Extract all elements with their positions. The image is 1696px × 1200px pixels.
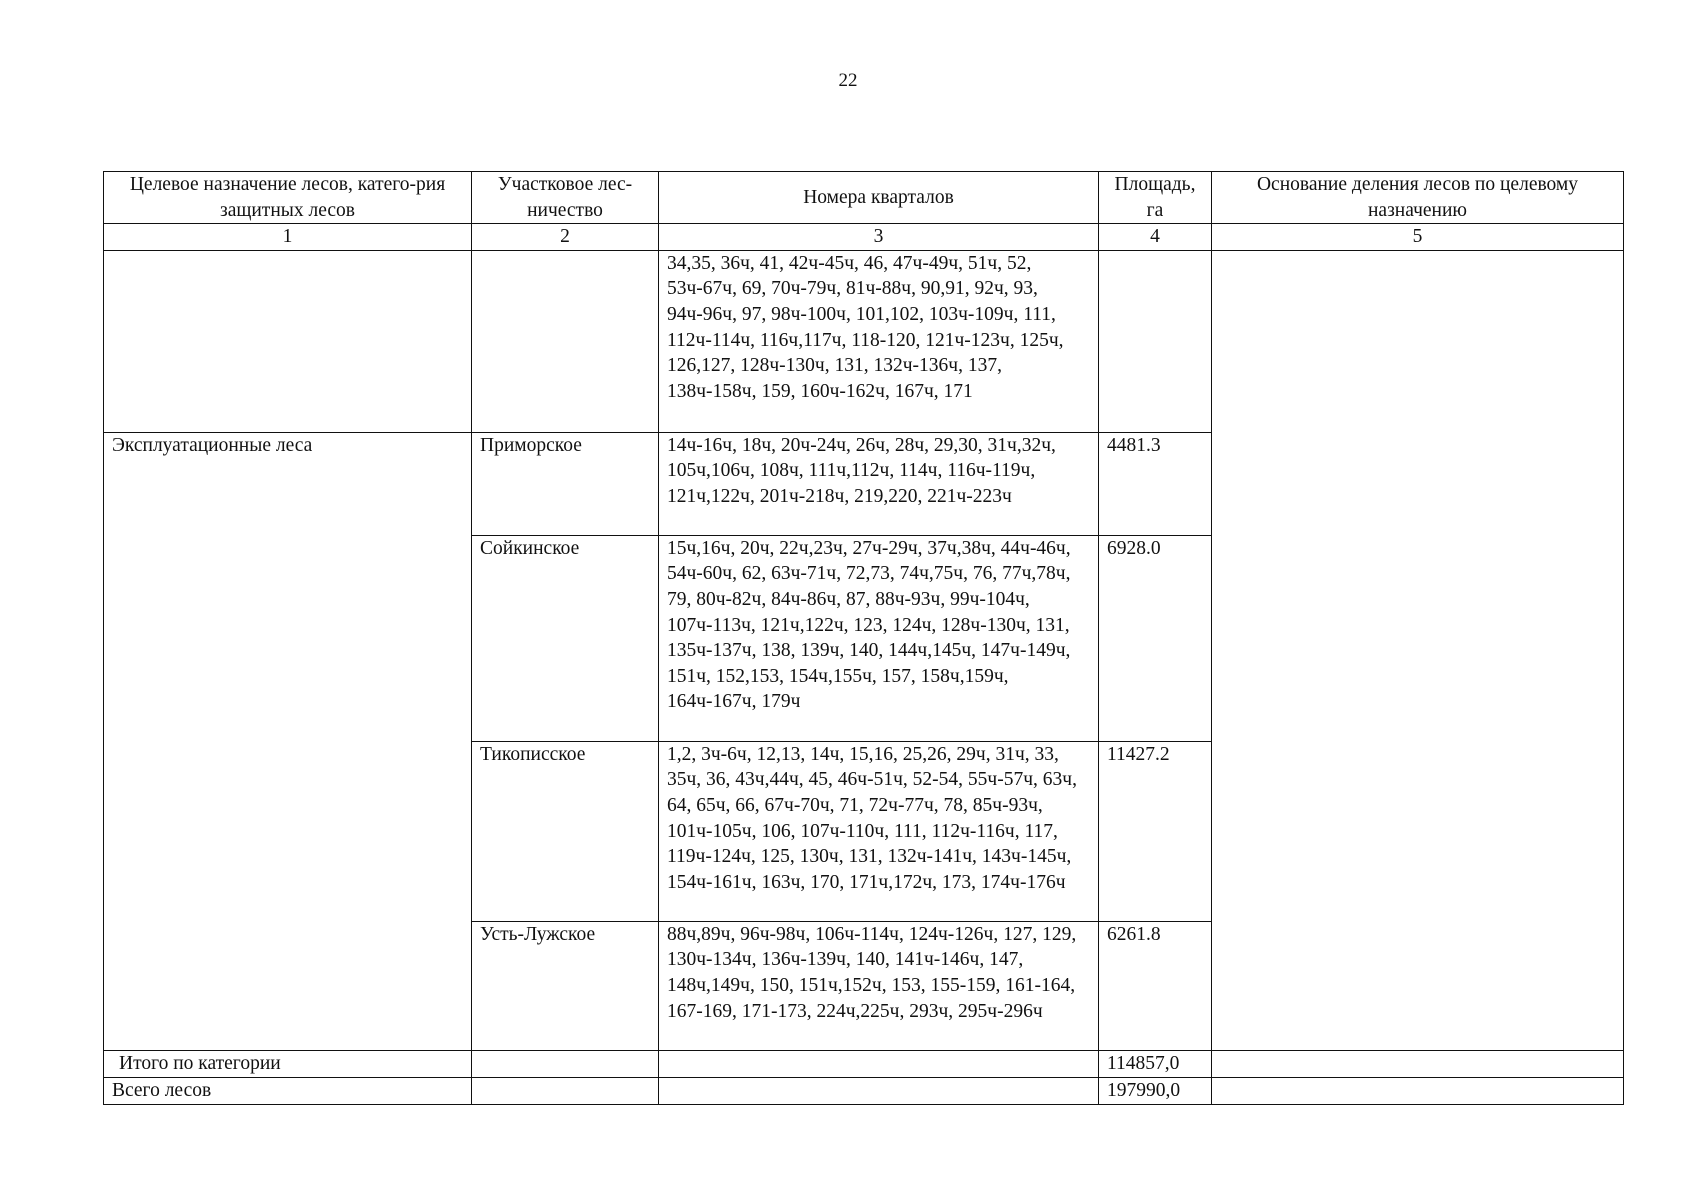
- forest-division-table: [103, 171, 1624, 1105]
- column-number: 2: [472, 224, 659, 251]
- quarters-cell: 1,2, 3ч-6ч, 12,13, 14ч, 15,16, 25,26, 29ч, 31ч, 33, 35ч, 36, 43ч,44ч, 45, 46ч-51ч, 52-54, 55ч-57ч, 63ч, 64, 65ч, 66, 67ч-70ч, 71, 72ч-77ч, 78, 85ч-93ч, 101ч-105ч, 106, 107ч-110ч, 111, 112ч-116ч, 117, 119ч-124ч, 125, 130ч, 131, 132ч-141ч, 143ч-145ч, 154ч-161ч, 163ч, 170, 171ч,172ч, 173, 174ч-176ч: [659, 741, 1099, 921]
- quarters-cell: 14ч-16ч, 18ч, 20ч-24ч, 26ч, 28ч, 29,30, 31ч,32ч, 105ч,106ч, 108ч, 111ч,112ч, 114ч, 116ч-119ч, 121ч,122ч, 201ч-218ч, 219,220, 221ч-223ч: [659, 432, 1099, 535]
- column-number: 5: [1212, 224, 1624, 251]
- quarters-cell: 88ч,89ч, 96ч-98ч, 106ч-114ч, 124ч-126ч, 127, 129, 130ч-134ч, 136ч-139ч, 140, 141ч-146ч, 147, 148ч,149ч, 150, 151ч,152ч, 153, 155-159, 161-164, 167-169, 171-173, 224ч,225ч, 293ч, 295ч-296ч: [659, 921, 1099, 1050]
- empty-cell: [659, 1050, 1099, 1077]
- empty-cell: [1212, 1050, 1624, 1077]
- header-quarters: Номера кварталов: [659, 172, 1099, 224]
- purpose-cell: [104, 250, 472, 432]
- table-header-row: [104, 172, 1624, 224]
- quarters-cell: 15ч,16ч, 20ч, 22ч,23ч, 27ч-29ч, 37ч,38ч, 44ч-46ч, 54ч-60ч, 62, 63ч-71ч, 72,73, 74ч,75ч, 76, 77ч,78ч, 79, 80ч-82ч, 84ч-86ч, 87, 88ч-93ч, 99ч-104ч, 107ч-113ч, 121ч,122ч, 123, 124ч, 128ч-130ч, 131, 135ч-137ч, 138, 139ч, 140, 144ч,145ч, 147ч-149ч, 151ч, 152,153, 154ч,155ч, 157, 158ч,159ч, 164ч-167ч, 179ч: [659, 535, 1099, 741]
- header-purpose: Целевое назначение лесов, катего-рия защитных лесов: [104, 172, 472, 224]
- column-number: 1: [104, 224, 472, 251]
- area-cell: [1099, 250, 1212, 432]
- category-total-label: Итого по категории: [104, 1050, 472, 1077]
- grand-total-row: [104, 1077, 1624, 1104]
- forestry-cell: Сойкинское: [472, 535, 659, 741]
- column-number-row: [104, 224, 1624, 251]
- area-cell: 6928.0: [1099, 535, 1212, 741]
- empty-cell: [472, 1050, 659, 1077]
- table-row: [104, 250, 1624, 432]
- quarters-cell: 34,35, 36ч, 41, 42ч-45ч, 46, 47ч-49ч, 51ч, 52, 53ч-67ч, 69, 70ч-79ч, 81ч-88ч, 90,91, 92ч, 93, 94ч-96ч, 97, 98ч-100ч, 101,102, 103ч-109ч, 111, 112ч-114ч, 116ч,117ч, 118-120, 121ч-123ч, 125ч, 126,127, 128ч-130ч, 131, 132ч-136ч, 137, 138ч-158ч, 159, 160ч-162ч, 167ч, 171: [659, 250, 1099, 432]
- basis-cell: [1212, 250, 1624, 1050]
- forestry-cell: Тикописское: [472, 741, 659, 921]
- area-cell: 6261.8: [1099, 921, 1212, 1050]
- forestry-cell: Приморское: [472, 432, 659, 535]
- grand-total-area: 197990,0: [1099, 1077, 1212, 1104]
- header-basis: Основание деления лесов по целевому назначению: [1212, 172, 1624, 224]
- column-number: 3: [659, 224, 1099, 251]
- column-number: 4: [1099, 224, 1212, 251]
- empty-cell: [659, 1077, 1099, 1104]
- empty-cell: [1212, 1077, 1624, 1104]
- grand-total-label: Всего лесов: [104, 1077, 472, 1104]
- forestry-cell: [472, 250, 659, 432]
- forestry-cell: Усть-Лужское: [472, 921, 659, 1050]
- category-cell: Эксплуатационные леса: [104, 432, 472, 1050]
- area-cell: 11427.2: [1099, 741, 1212, 921]
- category-total-row: [104, 1050, 1624, 1077]
- empty-cell: [472, 1077, 659, 1104]
- category-total-area: 114857,0: [1099, 1050, 1212, 1077]
- header-forestry: Участковое лес-ничество: [472, 172, 659, 224]
- header-area: Площадь, га: [1099, 172, 1212, 224]
- area-cell: 4481.3: [1099, 432, 1212, 535]
- page-number: 22: [838, 70, 858, 91]
